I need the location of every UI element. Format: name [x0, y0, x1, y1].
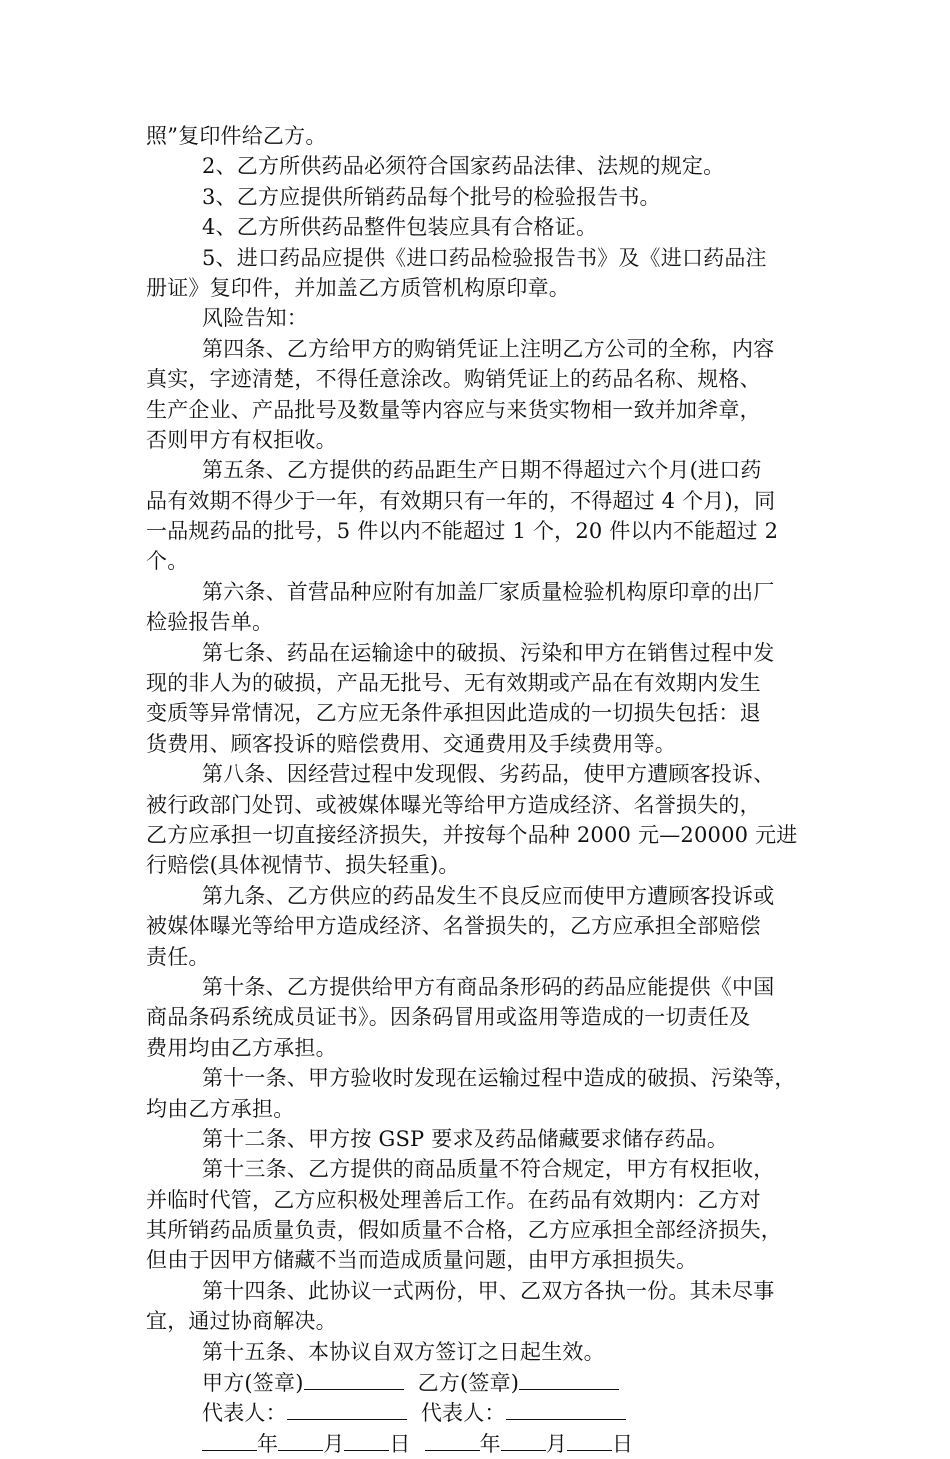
text-line: 照”复印件给乙方。: [146, 124, 327, 148]
date-a-year-label: 年: [257, 1431, 279, 1456]
date-a-year-blank: [202, 1428, 257, 1451]
risk-notice-heading: 风险告知：: [202, 306, 308, 331]
signature-row-parties: [146, 1367, 822, 1397]
clause-item-2: 2、乙方所供药品必须符合国家药品法律、法规的规定。: [202, 154, 725, 179]
text-line: 变质等异常情况，乙方应无条件承担因此造成的一切损失包括：退: [146, 701, 761, 726]
text-line: 个。: [146, 549, 189, 574]
party-b-signature-line: [519, 1367, 619, 1390]
text-line: 册证》复印件，并加盖乙方质管机构原印章。: [146, 275, 570, 300]
text-line: 均由乙方承担。: [146, 1096, 295, 1121]
article-12: 第十二条、甲方按 GSP 要求及药品储藏要求储存药品。: [202, 1126, 729, 1151]
date-a-day-blank: [344, 1428, 389, 1451]
text-line: 检验报告单。: [146, 610, 274, 635]
text-line: 其所销药品质量负责，假如质量不合格，乙方应承担全部经济损失，: [146, 1218, 782, 1243]
date-b-day-label: 日: [612, 1431, 634, 1456]
article-11: 第十一条、甲方验收时发现在运输过程中造成的破损、污染等，: [202, 1066, 796, 1091]
date-b-day-blank: [567, 1428, 612, 1451]
date-b-month-label: 月: [545, 1431, 568, 1456]
text-line: 被媒体曝光等给甲方造成经济、名誉损失的，乙方应承担全部赔偿: [146, 914, 761, 939]
rep-a-signature-line: [287, 1397, 407, 1420]
text-line: 生产企业、产品批号及数量等内容应与来货实物相一致并加斧章，: [146, 397, 761, 422]
date-b-month-blank: [501, 1428, 546, 1451]
clause-item-3: 3、乙方应提供所销药品每个批号的检验报告书。: [202, 184, 661, 209]
article-5: 第五条、乙方提供的药品距生产日期不得超过六个月(进口药: [202, 458, 762, 483]
text-line: 否则甲方有权拒收。: [146, 427, 337, 452]
date-b-year-label: 年: [479, 1431, 501, 1456]
rep-b-label: 代表人：: [420, 1401, 506, 1426]
party-a-label: 甲方(签章): [202, 1371, 304, 1396]
article-14: 第十四条、此协议一式两份，甲、乙双方各执一份。其未尽事: [202, 1278, 775, 1303]
article-9: 第九条、乙方供应的药品发生不良反应而使甲方遭顾客投诉或: [202, 883, 775, 908]
contract-body: [146, 121, 822, 1458]
signature-row-representatives: [146, 1397, 822, 1427]
signature-row-dates: [146, 1428, 822, 1458]
article-15: 第十五条、本协议自双方签订之日起生效。: [202, 1339, 605, 1364]
article-6: 第六条、首营品种应附有加盖厂家质量检验机构原印章的出厂: [202, 579, 775, 604]
rep-b-signature-line: [506, 1397, 626, 1420]
text-line: 费用均由乙方承担。: [146, 1035, 337, 1060]
text-line: 责任。: [146, 944, 210, 969]
party-b-label: 乙方(签章): [417, 1371, 520, 1396]
text-line: 被行政部门处罚、或被媒体曝光等给甲方造成经济、名誉损失的，: [146, 792, 761, 817]
date-a-day-label: 日: [389, 1431, 411, 1456]
article-7: 第七条、药品在运输途中的破损、污染和甲方在销售过程中发: [202, 640, 775, 665]
date-a-month-label: 月: [323, 1431, 345, 1456]
text-line: 行赔偿(具体视情节、损失轻重)。: [146, 853, 460, 878]
clause-item-5: 5、进口药品应提供《进口药品检验报告书》及《进口药品注: [202, 245, 767, 270]
text-line: 一品规药品的批号，5 件以内不能超过 1 个，20 件以内不能超过 2: [146, 519, 779, 544]
text-line: 商品条码系统成员证书》。因条码冒用或盗用等造成的一切责任及: [146, 1005, 751, 1030]
clause-item-4: 4、乙方所供药品整件包装应具有合格证。: [202, 215, 598, 240]
article-10: 第十条、乙方提供给甲方有商品条形码的药品应能提供《中国: [202, 974, 775, 999]
article-13: 第十三条、乙方提供的商品质量不符合规定，甲方有权拒收，: [202, 1157, 775, 1182]
article-4: 第四条、乙方给甲方的购销凭证上注明乙方公司的全称，内容: [202, 336, 775, 361]
party-a-signature-line: [304, 1367, 404, 1390]
text-line: 货费用、顾客投诉的赔偿费用、交通费用及手续费用等。: [146, 731, 676, 756]
text-line: 并临时代管，乙方应积极处理善后工作。在药品有效期内：乙方对: [146, 1187, 761, 1212]
text-line: 但由于因甲方储藏不当而造成质量问题，由甲方承担损失。: [146, 1248, 698, 1273]
rep-a-label: 代表人：: [202, 1401, 287, 1426]
date-a-month-blank: [278, 1428, 323, 1451]
text-line: 现的非人为的破损，产品无批号、无有效期或产品在有效期内发生: [146, 671, 761, 696]
text-line: 宜，通过协商解决。: [146, 1309, 337, 1334]
text-line: 乙方应承担一切直接经济损失，并按每个品种 2000 元—20000 元进: [146, 822, 798, 847]
text-line: 真实，字迹清楚，不得任意涂改。购销凭证上的药品名称、规格、: [146, 367, 761, 392]
text-line: 品有效期不得少于一年，有效期只有一年的，不得超过 4 个月)，同: [146, 488, 776, 513]
date-b-year-blank: [425, 1428, 480, 1451]
article-8: 第八条、因经营过程中发现假、劣药品，使甲方遭顾客投诉、: [202, 762, 775, 787]
